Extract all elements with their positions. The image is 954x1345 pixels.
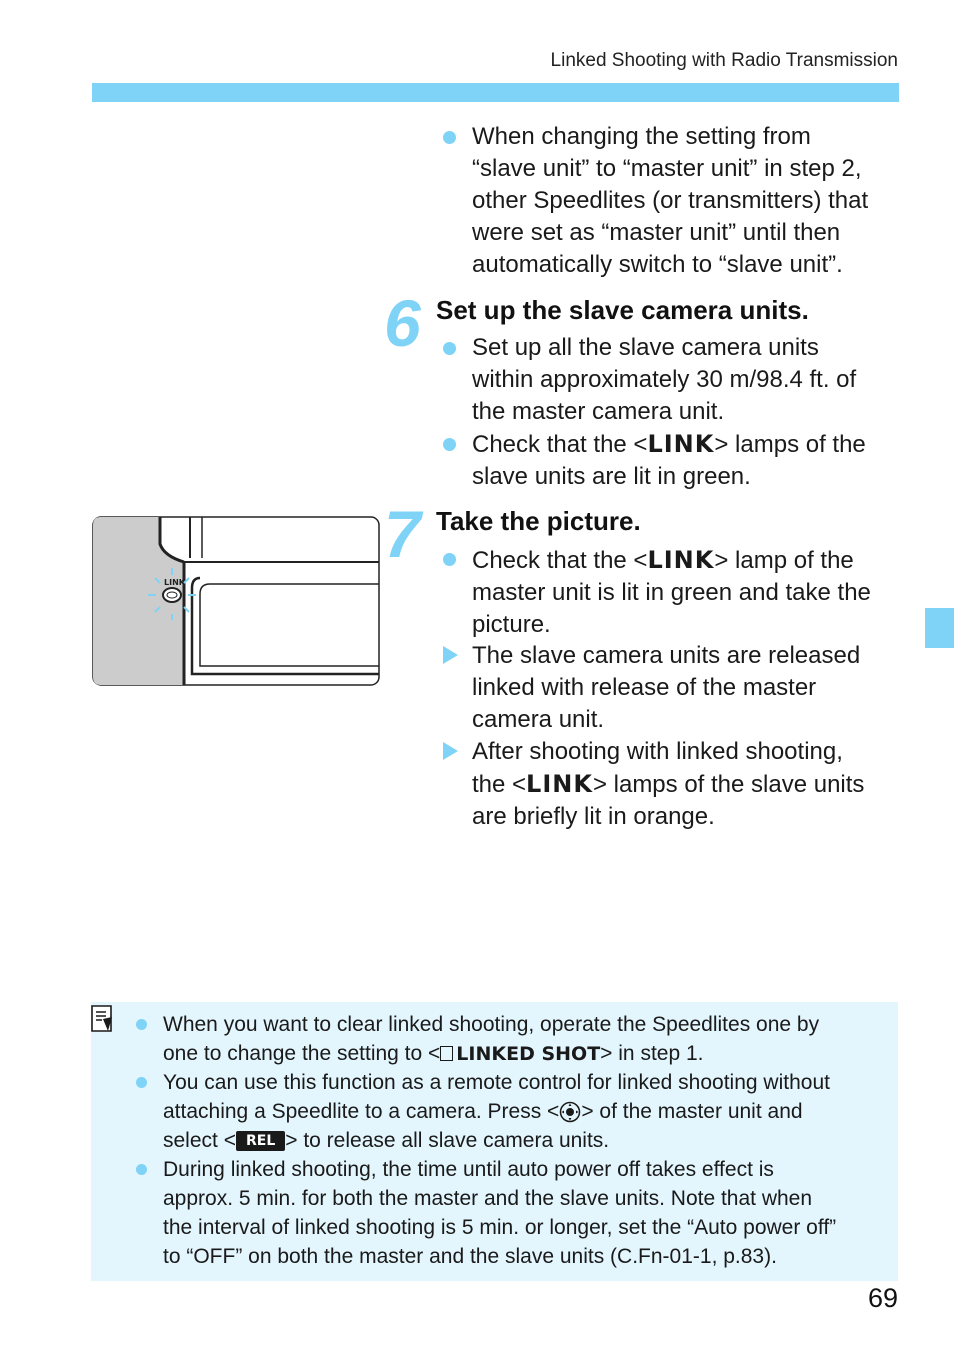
step-6-bullet-2-dot: [443, 438, 456, 451]
linked-shot-label: LINKED SHOT: [456, 1043, 601, 1065]
step-6-bullet-2-text: Check that the <LINK> lamps of the slave units are lit in green.: [472, 430, 866, 490]
step-7-result-2-arrow: [443, 742, 458, 760]
step-6-bullet-1-text: Set up all the slave camera units within approximately 30 m/98.4 ft. of the master camera unit.: [472, 334, 857, 425]
step-6-number: 6: [384, 286, 421, 360]
lamp-label: LINK: [164, 578, 185, 587]
step-7-result-2-text: After shooting with linked shooting, the <LINK> lamps of the slave units are briefly lit in orange.: [472, 738, 865, 830]
rel-badge: REL: [236, 1131, 285, 1151]
note-3-text: During linked shooting, the time until auto power off takes effect is approx. 5 min. for both the master and the slave units. Note that when the interval of linked shooting is 5 min. or longer, set the “Auto power off” to “OFF” on both the master and the slave units (C.Fn-01-1, p.83).: [163, 1158, 837, 1268]
step-7-bullet-1-dot: [443, 553, 456, 566]
note-1-text: When you want to clear linked shooting, operate the Speedlites one by one to change the setting to < LINKED SHOT> in step 1.: [163, 1013, 820, 1065]
note-3-dot: [136, 1164, 147, 1175]
link-symbol: LINK: [647, 430, 715, 458]
step-6-bullet-1-dot: [443, 342, 456, 355]
link-symbol: LINK: [647, 546, 715, 574]
select-dial-icon: [559, 1101, 581, 1123]
page-number: 69: [867, 1283, 898, 1313]
step-7-result-1-text: The slave camera units are released linked with release of the master camera unit.: [472, 642, 861, 733]
link-symbol: LINK: [526, 770, 593, 798]
note-2-dot: [136, 1077, 147, 1088]
step-7-bullet-1-text: Check that the <LINK> lamp of the master unit is lit in green and take the picture.: [472, 546, 871, 638]
running-head: Linked Shooting with Radio Transmission: [550, 50, 898, 71]
note-2-text: You can use this function as a remote control for linked shooting without attaching a Speedlite to a camera. Press < > of the master unit and select < REL > to release all slave camera units.: [163, 1071, 830, 1152]
step-6-title: Set up the slave camera units.: [436, 295, 809, 325]
header-bar: [92, 83, 899, 102]
speedlite-link-lamp-illustration: [92, 516, 380, 686]
note-1-dot: [136, 1019, 147, 1030]
square-icon: [440, 1046, 453, 1061]
step-7-result-1-arrow: [443, 646, 458, 664]
step-7-number: 7: [384, 497, 421, 571]
intro-bullet-text: When changing the setting from “slave unit” to “master unit” in step 2, other Speedlites (or transmitters) that were set as “master unit” until then automatically switch to “slave unit”.: [472, 123, 869, 278]
step-7-title: Take the picture.: [436, 506, 641, 536]
section-tab: [925, 608, 954, 648]
intro-bullet-dot: [443, 131, 456, 144]
memo-icon: [89, 1003, 119, 1035]
